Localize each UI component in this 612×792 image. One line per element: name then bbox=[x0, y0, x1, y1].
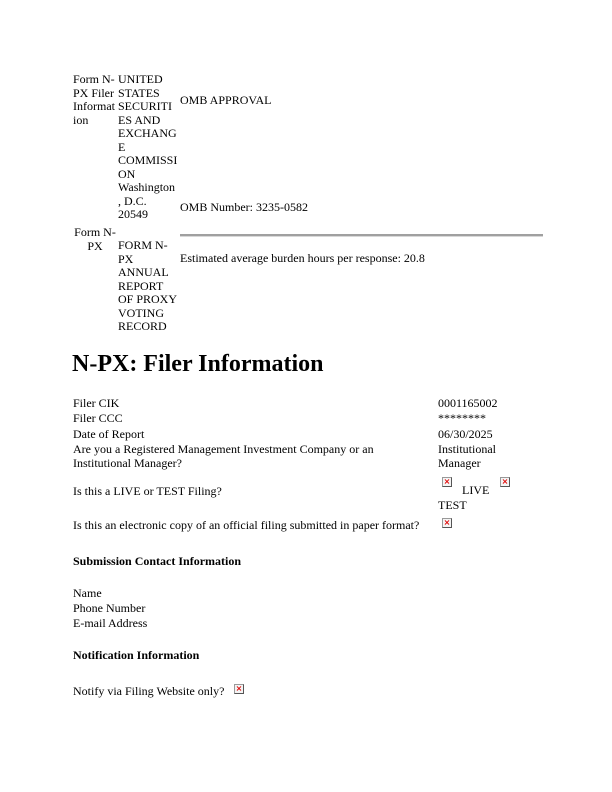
notification-section-heading: Notification Information bbox=[73, 648, 200, 662]
paper-copy-checkbox-broken-image-icon[interactable]: × bbox=[443, 518, 451, 527]
page-title: N-PX: Filer Information bbox=[72, 351, 324, 377]
contact-email-label: E-mail Address bbox=[73, 616, 148, 630]
notify-checkbox-broken-image-icon[interactable]: × bbox=[235, 684, 243, 693]
agency-line: SECURITI bbox=[118, 99, 172, 113]
form-full-name bbox=[118, 239, 180, 334]
agency-line: STATES bbox=[118, 85, 160, 100]
filer-type-label-line: Are you a Registered Management Investment Company or an bbox=[73, 442, 374, 456]
filer-cik-value: 0001165002 bbox=[438, 396, 498, 410]
agency-line: , D.C. bbox=[118, 193, 147, 208]
agency-line: COMMISSI bbox=[118, 153, 178, 167]
paper-copy-label: Is this an electronic copy of an official filing submitted in paper format? bbox=[73, 518, 420, 532]
agency-name bbox=[118, 73, 180, 222]
contact-section-heading: Submission Contact Information bbox=[73, 554, 242, 568]
agency-line: E bbox=[118, 139, 126, 154]
form-title-line: ion bbox=[73, 112, 89, 127]
filer-ccc-value: ******** bbox=[438, 411, 486, 425]
form-title-line: PX Filer bbox=[73, 85, 115, 100]
divider bbox=[180, 234, 543, 237]
notify-website-label: Notify via Filing Website only? bbox=[73, 684, 225, 698]
agency-line: ES AND bbox=[118, 112, 161, 127]
form-name-line: ANNUAL bbox=[118, 265, 169, 279]
filer-type-value-line: Manager bbox=[438, 455, 481, 470]
date-of-report-label: Date of Report bbox=[73, 427, 145, 441]
filer-cik-label: Filer CIK bbox=[73, 396, 120, 410]
filer-type-value bbox=[438, 443, 496, 470]
agency-line: 20549 bbox=[118, 207, 148, 221]
form-name-line: RECORD bbox=[118, 319, 167, 333]
live-radio-broken-image-icon[interactable]: × bbox=[443, 477, 451, 486]
date-of-report-value: 06/30/2025 bbox=[438, 427, 493, 441]
form-name-line: REPORT bbox=[118, 278, 164, 293]
agency-line: EXCHANG bbox=[118, 126, 177, 140]
burden-estimate: Estimated average burden hours per response: 20.8 bbox=[180, 251, 425, 265]
form-title bbox=[73, 73, 117, 127]
filer-type-label bbox=[73, 443, 374, 470]
form-name-line: OF PROXY bbox=[118, 292, 178, 306]
form-name-line: PX bbox=[118, 251, 134, 266]
omb-number: OMB Number: 3235-0582 bbox=[180, 200, 308, 214]
agency-line: ON bbox=[118, 166, 136, 181]
form-short-line: Form N- bbox=[74, 225, 116, 239]
test-radio-broken-image-icon[interactable]: × bbox=[501, 477, 509, 486]
contact-name-label: Name bbox=[73, 586, 102, 600]
form-short-name bbox=[74, 226, 116, 253]
filer-type-label-line: Institutional Manager? bbox=[73, 455, 182, 470]
filer-ccc-label: Filer CCC bbox=[73, 411, 123, 425]
form-short-line: PX bbox=[87, 238, 103, 253]
contact-phone-label: Phone Number bbox=[73, 601, 146, 615]
agency-line: Washington bbox=[118, 180, 176, 194]
live-test-label: Is this a LIVE or TEST Filing? bbox=[73, 484, 222, 498]
agency-line: UNITED bbox=[118, 72, 163, 86]
form-name-line: VOTING bbox=[118, 305, 164, 320]
form-name-line: FORM N- bbox=[118, 238, 168, 252]
form-title-line: Informat bbox=[73, 99, 115, 113]
test-option-label: TEST bbox=[438, 498, 467, 512]
filer-type-value-line: Institutional bbox=[438, 442, 496, 456]
form-title-line: Form N- bbox=[73, 72, 115, 86]
omb-approval-heading: OMB APPROVAL bbox=[180, 93, 272, 107]
live-option-label: LIVE bbox=[462, 483, 490, 497]
